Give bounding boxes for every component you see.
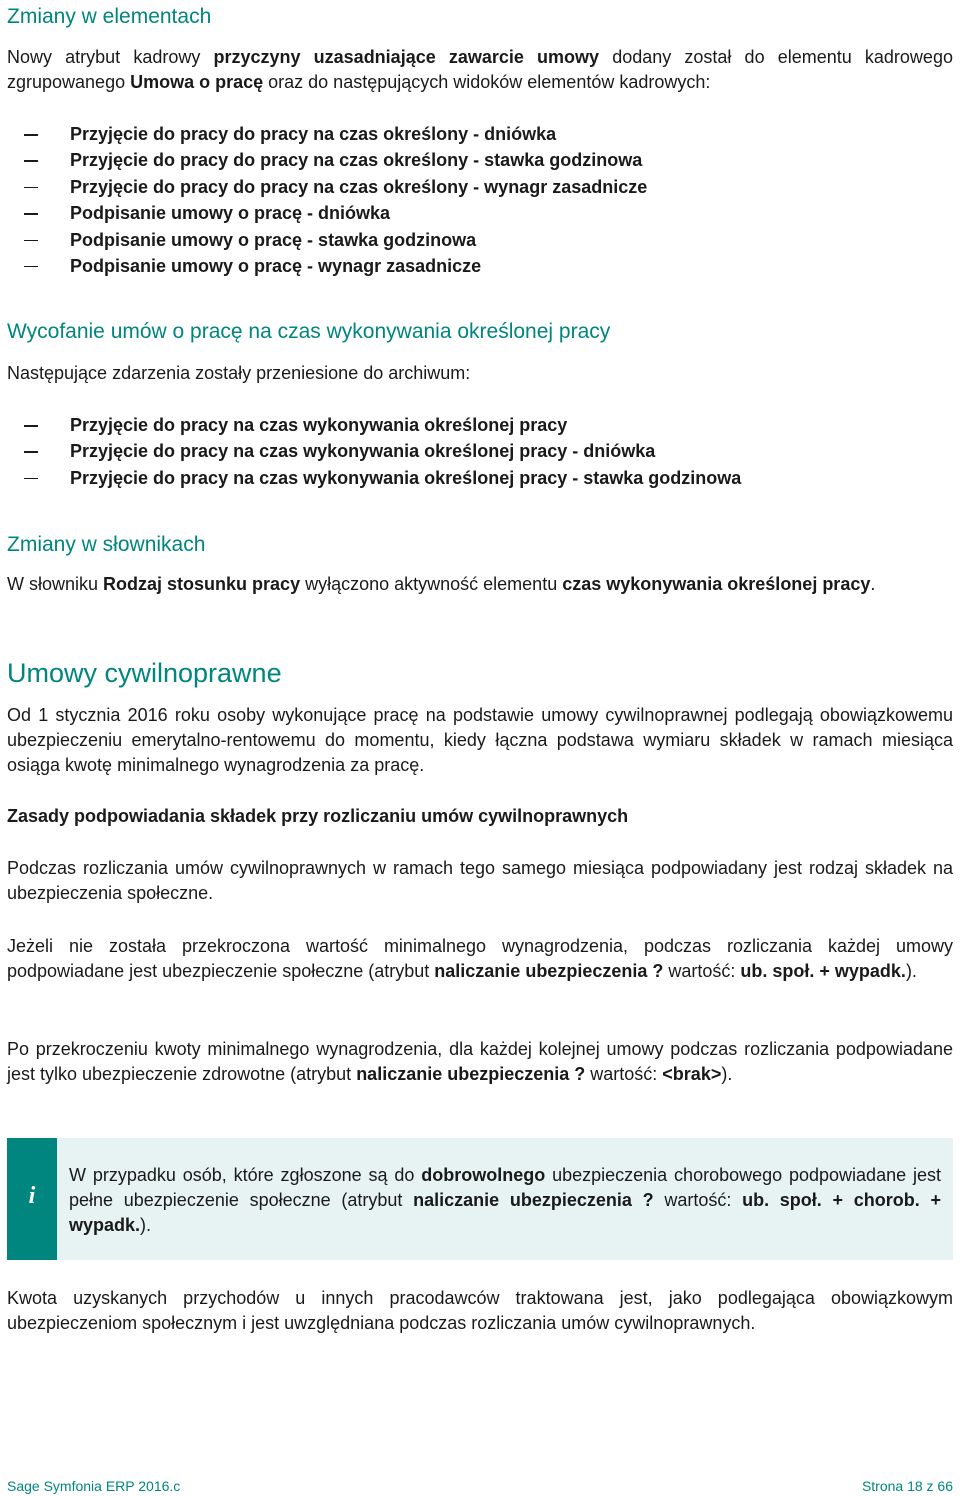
footer-product: Sage Symfonia ERP 2016.c bbox=[7, 1478, 181, 1494]
list-item: Przyjęcie do pracy do pracy na czas określony - stawka godzinowa bbox=[24, 147, 647, 173]
dash-bullet bbox=[24, 134, 38, 136]
paragraph-below-minimum: Jeżeli nie została przekroczona wartość minimalnego wynagrodzenia, podczas rozliczania każdej umowy podpowiadane jest ubezpieczenie społeczne (atrybut naliczanie ubezpieczenia ? wartość: ub. społ. + wypadk.). bbox=[7, 936, 953, 981]
dash-bullet bbox=[24, 478, 38, 480]
dash-bullet bbox=[24, 187, 38, 189]
list-archived-events bbox=[24, 412, 741, 491]
info-icon: i bbox=[28, 1183, 36, 1209]
paragraph-dictionary-change: W słowniku Rodzaj stosunku pracy wyłączono aktywność elementu czas wykonywania określonej pracy. bbox=[7, 574, 876, 594]
paragraph-umowy-intro: Od 1 stycznia 2016 roku osoby wykonujące pracę na podstawie umowy cywilnoprawnej podlegają obowiązkowemu ubezpieczeniu emerytalno-rentowemu do momentu, kiedy łączna podstawa wymiaru składek w ramach miesiąca osiąga kwotę minimalnego wynagrodzenia za pracę. bbox=[7, 705, 953, 775]
paragraph-other-employers: Kwota uzyskanych przychodów u innych pracodawców traktowana jest, jako podlegająca obowiązkowym ubezpieczeniom społecznym i jest uwzględniana podczas rozliczania umów cywilnoprawnych. bbox=[7, 1288, 953, 1333]
dash-bullet bbox=[24, 213, 38, 215]
list-item: Przyjęcie do pracy na czas wykonywania określonej pracy - stawka godzinowa bbox=[24, 465, 741, 491]
info-box-text: W przypadku osób, które zgłoszone są do dobrowolnego ubezpieczenia chorobowego podpowiadane jest pełne ubezpieczenie społeczne (atrybut naliczanie ubezpieczenia ? wartość: ub. społ. + chorob. + wypadk.). bbox=[69, 1165, 941, 1235]
paragraph-intro-elements: Nowy atrybut kadrowy przyczyny uzasadniające zawarcie umowy dodany został do elementu kadrowego zgrupowanego Umowa o pracę oraz do następujących widoków elementów kadrowych: bbox=[7, 47, 953, 92]
dash-bullet bbox=[24, 425, 38, 427]
list-element-views bbox=[24, 121, 647, 279]
dash-bullet bbox=[24, 160, 38, 162]
heading-wycofanie: Wycofanie umów o pracę na czas wykonywania określonej pracy bbox=[7, 320, 611, 343]
dash-bullet bbox=[24, 266, 38, 268]
list-item: Przyjęcie do pracy do pracy na czas określony - dniówka bbox=[24, 121, 647, 147]
list-item: Podpisanie umowy o pracę - stawka godzinowa bbox=[24, 227, 647, 253]
paragraph-archive-intro: Następujące zdarzenia zostały przeniesione do archiwum: bbox=[7, 363, 471, 383]
heading-umowy-cywilnoprawne: Umowy cywilnoprawne bbox=[7, 658, 282, 688]
list-item: Podpisanie umowy o pracę - dniówka bbox=[24, 200, 647, 226]
list-item: Podpisanie umowy o pracę - wynagr zasadnicze bbox=[24, 253, 647, 279]
paragraph-settlement-info: Podczas rozliczania umów cywilnoprawnych w ramach tego samego miesiąca podpowiadany jest rodzaj składek na ubezpieczenia społeczne. bbox=[7, 858, 953, 903]
list-item: Przyjęcie do pracy do pracy na czas określony - wynagr zasadnicze bbox=[24, 174, 647, 200]
heading-zmiany-w-elementach: Zmiany w elementach bbox=[7, 5, 212, 28]
paragraph-above-minimum: Po przekroczeniu kwoty minimalnego wynagrodzenia, dla każdej kolejnej umowy podczas rozliczania podpowiadane jest tylko ubezpieczenie zdrowotne (atrybut naliczanie ubezpieczenia ? wartość: <brak>). bbox=[7, 1039, 953, 1084]
heading-zmiany-w-slownikach: Zmiany w słownikach bbox=[7, 533, 206, 556]
list-item: Przyjęcie do pracy na czas wykonywania określonej pracy bbox=[24, 412, 741, 438]
dash-bullet bbox=[24, 240, 38, 242]
footer-page-number: Strona 18 z 66 bbox=[861, 1478, 953, 1494]
dash-bullet bbox=[24, 451, 38, 453]
subheading-zasady: Zasady podpowiadania składek przy rozliczaniu umów cywilnoprawnych bbox=[7, 806, 629, 826]
list-item: Przyjęcie do pracy na czas wykonywania określonej pracy - dniówka bbox=[24, 438, 741, 464]
